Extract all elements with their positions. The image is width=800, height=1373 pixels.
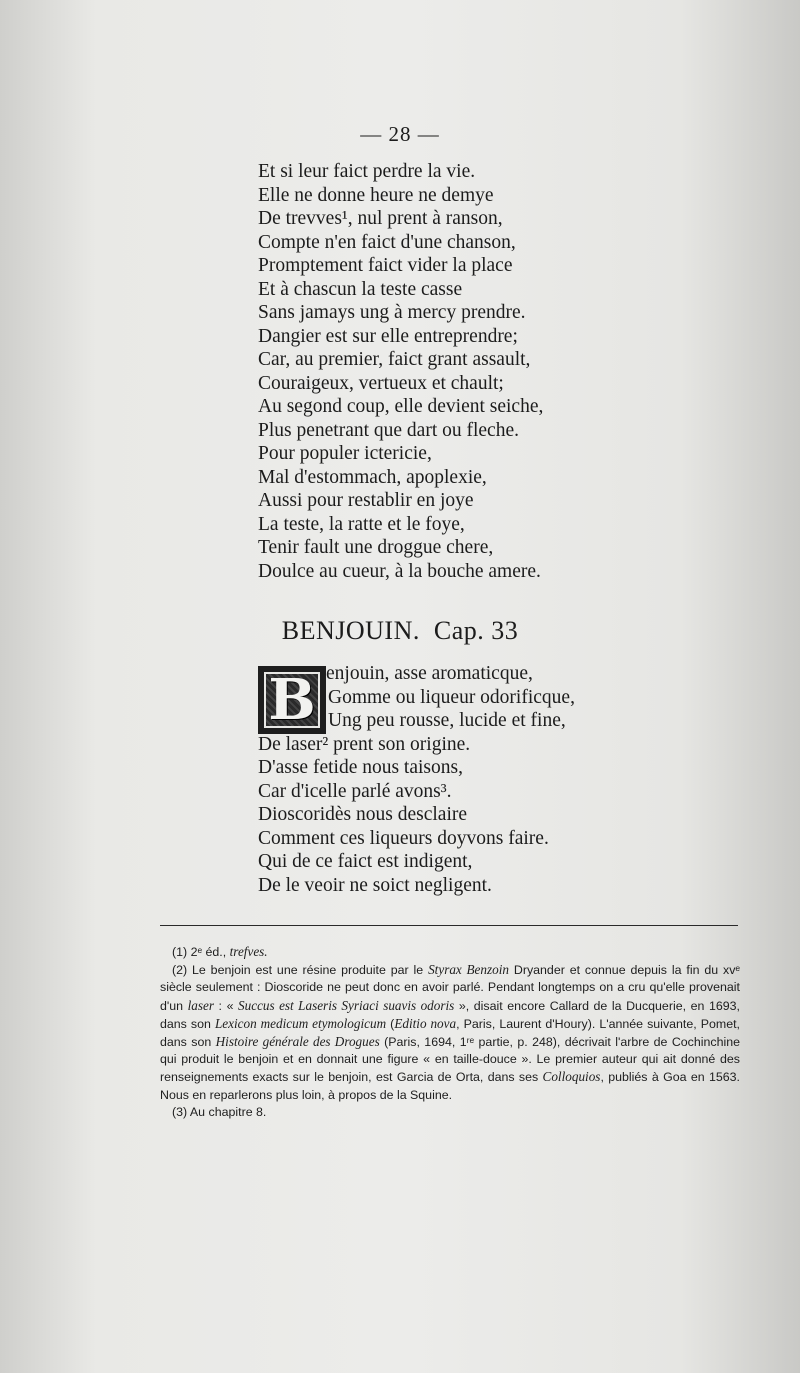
- chapter-heading: [0, 616, 800, 646]
- verse-line: Elle ne donne heure ne demye: [258, 184, 494, 206]
- ornamental-drop-cap: [258, 666, 326, 734]
- footnote-1: [160, 943, 740, 961]
- footnote-2-text-m: (Paris, 1694, 1ʳᵉ partie, p. 248), décrivait l'arbre de Cochinchine qui produit le benjoin et en donnait une figure « en taille-douce ». Le premier auteur qui ait donné des renseignements exacts sur le benjoin, est Garcia de Orta, dans ses: [160, 1035, 741, 1085]
- verse-line: Car, au premier, faict grant assault,: [258, 349, 531, 370]
- verse-line: La teste, la ratte et le foye,: [258, 513, 465, 535]
- drop-cap-letter: B: [268, 667, 316, 733]
- footnote-2-text-k: , Paris, Laurent d'Houry). L'année suivante, Pomet, dans son: [160, 1016, 741, 1050]
- verse-indented-lines: [258, 662, 738, 733]
- verse-plain-lines: [258, 733, 738, 898]
- footnote-2-text-g: », disait encore Callard de la Ducquerie, en 1693, dans son: [160, 998, 740, 1031]
- chapter-number: Cap. 33: [433, 616, 519, 645]
- footnote-2-italic-b: Styrax Benzoin: [428, 962, 509, 978]
- verse-line: Et si leur faict perdre la vie.: [258, 161, 476, 182]
- footnote-2-italic-d: laser: [187, 997, 214, 1013]
- verse-line: Plus penetrant que dart ou fleche.: [258, 419, 519, 441]
- footnote-2: [160, 961, 740, 1104]
- footnote-2-text-i: (: [386, 1016, 395, 1031]
- verse-line: Dangier est sur elle entreprendre;: [258, 325, 518, 347]
- footnote-3: (3) Au chapitre 8.: [172, 1104, 267, 1119]
- verse-line: Aussi pour restablir en joye: [258, 490, 474, 511]
- footnote-2-text-o: , publiés à Goa en 1563. Nous en reparlerons plus loin, à propos de la Squine.: [160, 1070, 740, 1102]
- verse-line: Dioscoridès nous desclaire: [258, 804, 468, 825]
- verse-line: Ung peu rousse, lucide et fine,: [328, 710, 566, 731]
- verse-line: Doulce au cueur, à la bouche amere.: [258, 560, 541, 582]
- footnote-2-text-c: Dryander et connue depuis la fin du xvᵉ siècle seulement : Dioscoride ne peut donc en avoir parlé. Pendant longtemps on a cru qu'elle provenait d'un: [160, 963, 740, 1013]
- footnote-2-text-a: (2) Le benjoin est une résine produite par le: [172, 963, 429, 978]
- footnote-separator: [160, 925, 738, 926]
- verse-line: De le veoir ne soict negligent.: [258, 874, 492, 896]
- verse-line: Compte n'en faict d'une chanson,: [258, 231, 516, 253]
- verse-line: Gomme ou liqueur odorificque,: [328, 686, 575, 708]
- verse-stanza-2: [258, 662, 738, 897]
- verse-line: Promptement faict vider la place: [258, 255, 513, 276]
- footnote-2-italic-n: Colloquios: [542, 1069, 601, 1085]
- footnote-1-text: (1) 2ᵉ éd.,: [172, 945, 230, 959]
- page-number: — 28 —: [360, 122, 440, 146]
- verse-stanza-1: [258, 160, 738, 583]
- footnote-2-italic-f: Succus est Laseris Syriaci suavis odoris: [238, 997, 455, 1013]
- verse-line: Pour populer ictericie,: [258, 443, 432, 464]
- footnote-2-italic-l: Histoire générale des Drogues: [215, 1034, 380, 1050]
- footnote-2-italic-h: Lexicon medicum etymologicum: [214, 1015, 387, 1031]
- verse-line: enjouin, asse aromaticque,: [326, 663, 533, 684]
- verse-line: Et à chascun la teste casse: [258, 278, 463, 300]
- footnotes: [160, 943, 740, 1121]
- verse-line: D'asse fetide nous taisons,: [258, 757, 463, 778]
- verse-line: Au segond coup, elle devient seiche,: [258, 396, 544, 417]
- verse-line: Mal d'estommach, apoplexie,: [258, 466, 487, 488]
- verse-line: Couraigeux, vertueux et chault;: [258, 372, 504, 394]
- verse-line: Car d'icelle parlé avons³.: [258, 780, 452, 802]
- verse-line: De laser² prent son origine.: [258, 733, 471, 755]
- verse-line: Sans jamays ung à mercy prendre.: [258, 302, 526, 323]
- footnote-1-italic: trefves.: [229, 944, 268, 959]
- verse-line: Comment ces liqueurs doyvons faire.: [258, 827, 549, 849]
- footnote-2-italic-j: Editio nova: [394, 1015, 457, 1031]
- verse-line: De trevves¹, nul prent à ranson,: [258, 208, 503, 229]
- verse-line: Qui de ce faict est indigent,: [258, 851, 473, 872]
- footnote-2-text-e: : «: [213, 998, 239, 1013]
- verse-line: Tenir fault une droggue chere,: [258, 537, 494, 558]
- chapter-title: BENJOUIN.: [281, 616, 420, 645]
